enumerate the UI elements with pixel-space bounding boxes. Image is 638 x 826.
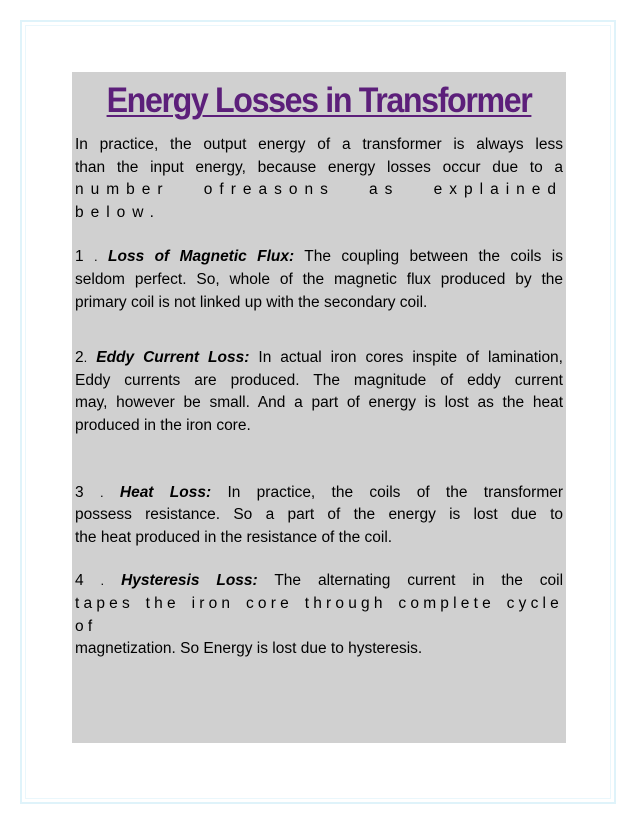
item-3-first-line	[75, 482, 563, 505]
intro-line-1: In practice, the output energy of a transformer is always less	[75, 136, 563, 153]
item-3-line-3: the heat produced in the resistance of the coil.	[75, 528, 393, 546]
item-text: In actual iron cores inspite of lamination,	[258, 349, 563, 367]
item-3-line-2: possess resistance. So a part of the energy is lost due to	[75, 506, 563, 524]
item-text: The coupling between the coils is	[304, 248, 563, 266]
list-item-magnetic-flux	[75, 246, 563, 314]
item-1-line-3: primary coil is not linked up with the secondary coil.	[75, 293, 428, 311]
item-2-first-line	[75, 347, 563, 370]
item-number-dot: .	[100, 573, 105, 589]
intro-line-3: number ofreasons as explained below.	[75, 181, 563, 221]
intro-line-2: than the input energy, because energy losses occur due to a	[75, 158, 563, 176]
item-heading: Eddy Current Loss:	[96, 349, 250, 367]
page-title: Energy Losses in Transformer	[106, 81, 532, 120]
item-number-dot: .	[83, 350, 88, 366]
item-text: In practice, the coils of the transformer	[227, 483, 564, 501]
item-number: 3	[75, 483, 84, 501]
list-item-heat-loss	[75, 482, 563, 550]
item-4-first-line	[75, 570, 563, 593]
item-heading: Loss of Magnetic Flux:	[108, 248, 295, 266]
item-4-line-3: magnetization. So Energy is lost due to hysteresis.	[75, 640, 423, 658]
intro-paragraph	[75, 134, 563, 224]
item-number: 4	[75, 572, 84, 590]
item-2-line-4: produced in the iron core.	[75, 416, 251, 434]
item-number-dot: .	[94, 249, 98, 265]
item-2-line-2: Eddy currents are produced. The magnitude of eddy current	[75, 371, 563, 389]
item-1-line-2: seldom perfect. So, whole of the magnetic flux produced by the	[75, 270, 563, 288]
list-item-hysteresis	[75, 570, 563, 660]
item-number: 2	[75, 349, 84, 367]
content-panel	[72, 72, 566, 743]
item-number: 1	[75, 248, 84, 266]
item-heading: Heat Loss:	[119, 483, 212, 501]
item-text: The alternating current in the coil	[274, 572, 564, 590]
item-heading: Hysteresis Loss:	[121, 572, 258, 590]
list-item-eddy-current	[75, 347, 563, 437]
item-2-line-3: may, however be small. And a part of energy is lost as the heat	[75, 394, 563, 412]
item-1-first-line	[75, 246, 563, 269]
item-number-dot: .	[99, 484, 104, 500]
item-4-line-2: tapes the iron core through complete cycle of	[75, 594, 563, 635]
